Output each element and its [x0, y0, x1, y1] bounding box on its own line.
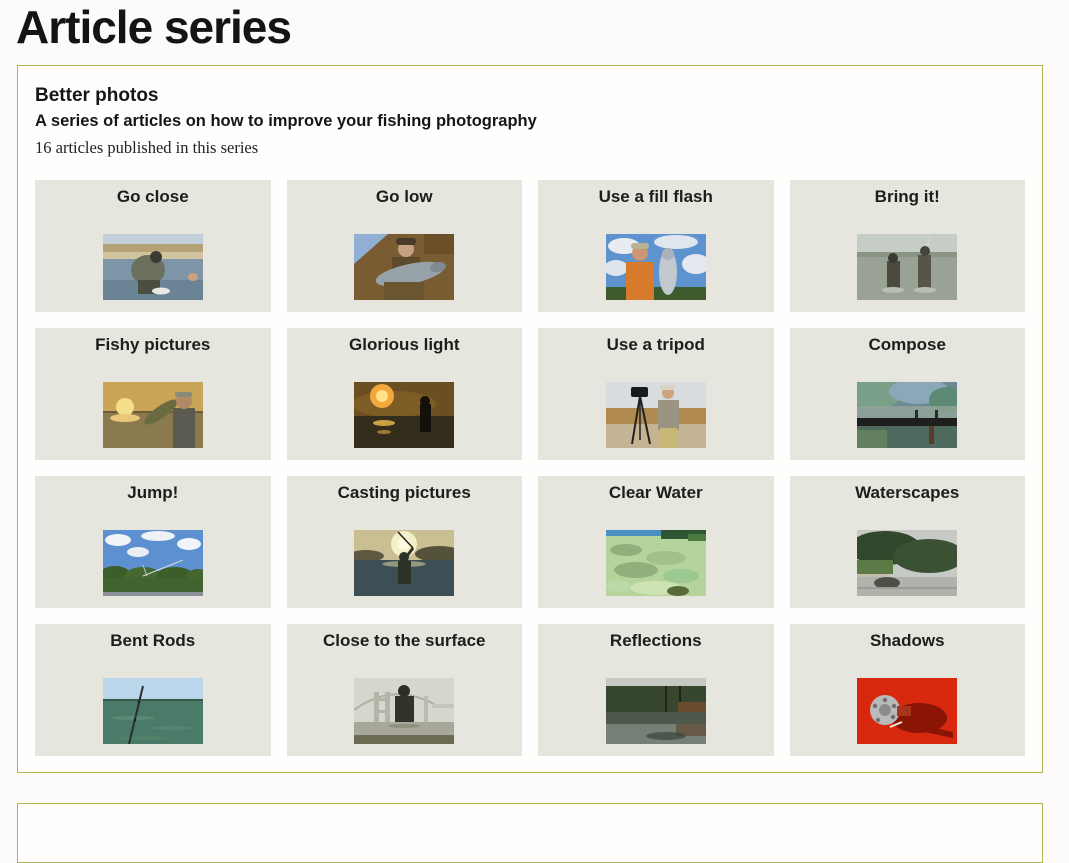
- article-card-use-a-tripod[interactable]: [538, 328, 774, 460]
- article-title[interactable]: Jump!: [127, 482, 179, 502]
- article-title[interactable]: Casting pictures: [337, 482, 471, 502]
- article-title[interactable]: Use a fill flash: [598, 186, 713, 206]
- article-card-go-close[interactable]: [35, 180, 271, 312]
- thumbnail-clear-shallow-flats-image: [606, 530, 706, 596]
- thumbnail-fly-reel-shadow-on-red-image: [857, 678, 957, 744]
- article-card-fishy-pictures[interactable]: [35, 328, 271, 460]
- article-card-shadows[interactable]: [790, 624, 1026, 756]
- page-title: Article series: [16, 1, 291, 53]
- article-title[interactable]: Clear Water: [608, 482, 703, 502]
- thumbnail-angler-silhouette-at-sunset-image: [354, 382, 454, 448]
- series-title: Better photos: [35, 84, 159, 106]
- article-grid: [35, 180, 1025, 756]
- article-title[interactable]: Go close: [116, 186, 189, 206]
- article-card-waterscapes[interactable]: [790, 476, 1026, 608]
- article-card-glorious-light[interactable]: [287, 328, 523, 460]
- thumbnail-wooded-coastline-and-rocks-image: [857, 530, 957, 596]
- article-card-casting-pictures[interactable]: [287, 476, 523, 608]
- thumbnail-dark-bridge-over-water-image: [857, 382, 957, 448]
- article-title[interactable]: Bent Rods: [110, 630, 196, 650]
- article-title[interactable]: Fishy pictures: [95, 334, 211, 354]
- article-card-close-to-the-surface[interactable]: [287, 624, 523, 756]
- thumbnail-angler-orange-shirt-with-silver-fish-image: [606, 234, 706, 300]
- article-card-go-low[interactable]: [287, 180, 523, 312]
- thumbnail-wading-angler-by-suspension-bridge-image: [354, 678, 454, 744]
- article-title[interactable]: Go low: [375, 186, 433, 206]
- thumbnail-angler-crouching-by-river-image: [103, 234, 203, 300]
- thumbnail-lake-reflecting-forest-image: [606, 678, 706, 744]
- thumbnail-photographer-with-tripod-on-beach-image: [606, 382, 706, 448]
- article-title[interactable]: Waterscapes: [855, 482, 960, 502]
- article-title[interactable]: Glorious light: [349, 334, 460, 354]
- article-title[interactable]: Use a tripod: [606, 334, 705, 354]
- thumbnail-angler-holding-big-fish-image: [354, 234, 454, 300]
- article-title[interactable]: Bring it!: [874, 186, 940, 206]
- article-card-compose[interactable]: [790, 328, 1026, 460]
- article-title[interactable]: Compose: [868, 334, 946, 354]
- article-title[interactable]: Shadows: [869, 630, 945, 650]
- thumbnail-angler-casting-into-sun-glare-image: [354, 530, 454, 596]
- article-title[interactable]: Close to the surface: [323, 630, 486, 650]
- article-card-clear-water[interactable]: [538, 476, 774, 608]
- article-card-bent-rods[interactable]: [35, 624, 271, 756]
- series-panel: [17, 65, 1043, 773]
- thumbnail-sky-treeline-with-fishing-line-image: [103, 530, 203, 596]
- thumbnail-rod-over-open-sea-image: [103, 678, 203, 744]
- article-card-use-a-fill-flash[interactable]: [538, 180, 774, 312]
- series-subtitle: A series of articles on how to improve your fishing photography: [35, 111, 537, 130]
- thumbnail-angler-with-pike-at-sunset-image: [103, 382, 203, 448]
- series-article-count: 16 articles published in this series: [35, 137, 259, 157]
- article-title[interactable]: Reflections: [609, 630, 702, 650]
- article-card-bring-it[interactable]: [790, 180, 1026, 312]
- article-card-jump[interactable]: [35, 476, 271, 608]
- article-card-reflections[interactable]: [538, 624, 774, 756]
- thumbnail-two-anglers-wading-image: [857, 234, 957, 300]
